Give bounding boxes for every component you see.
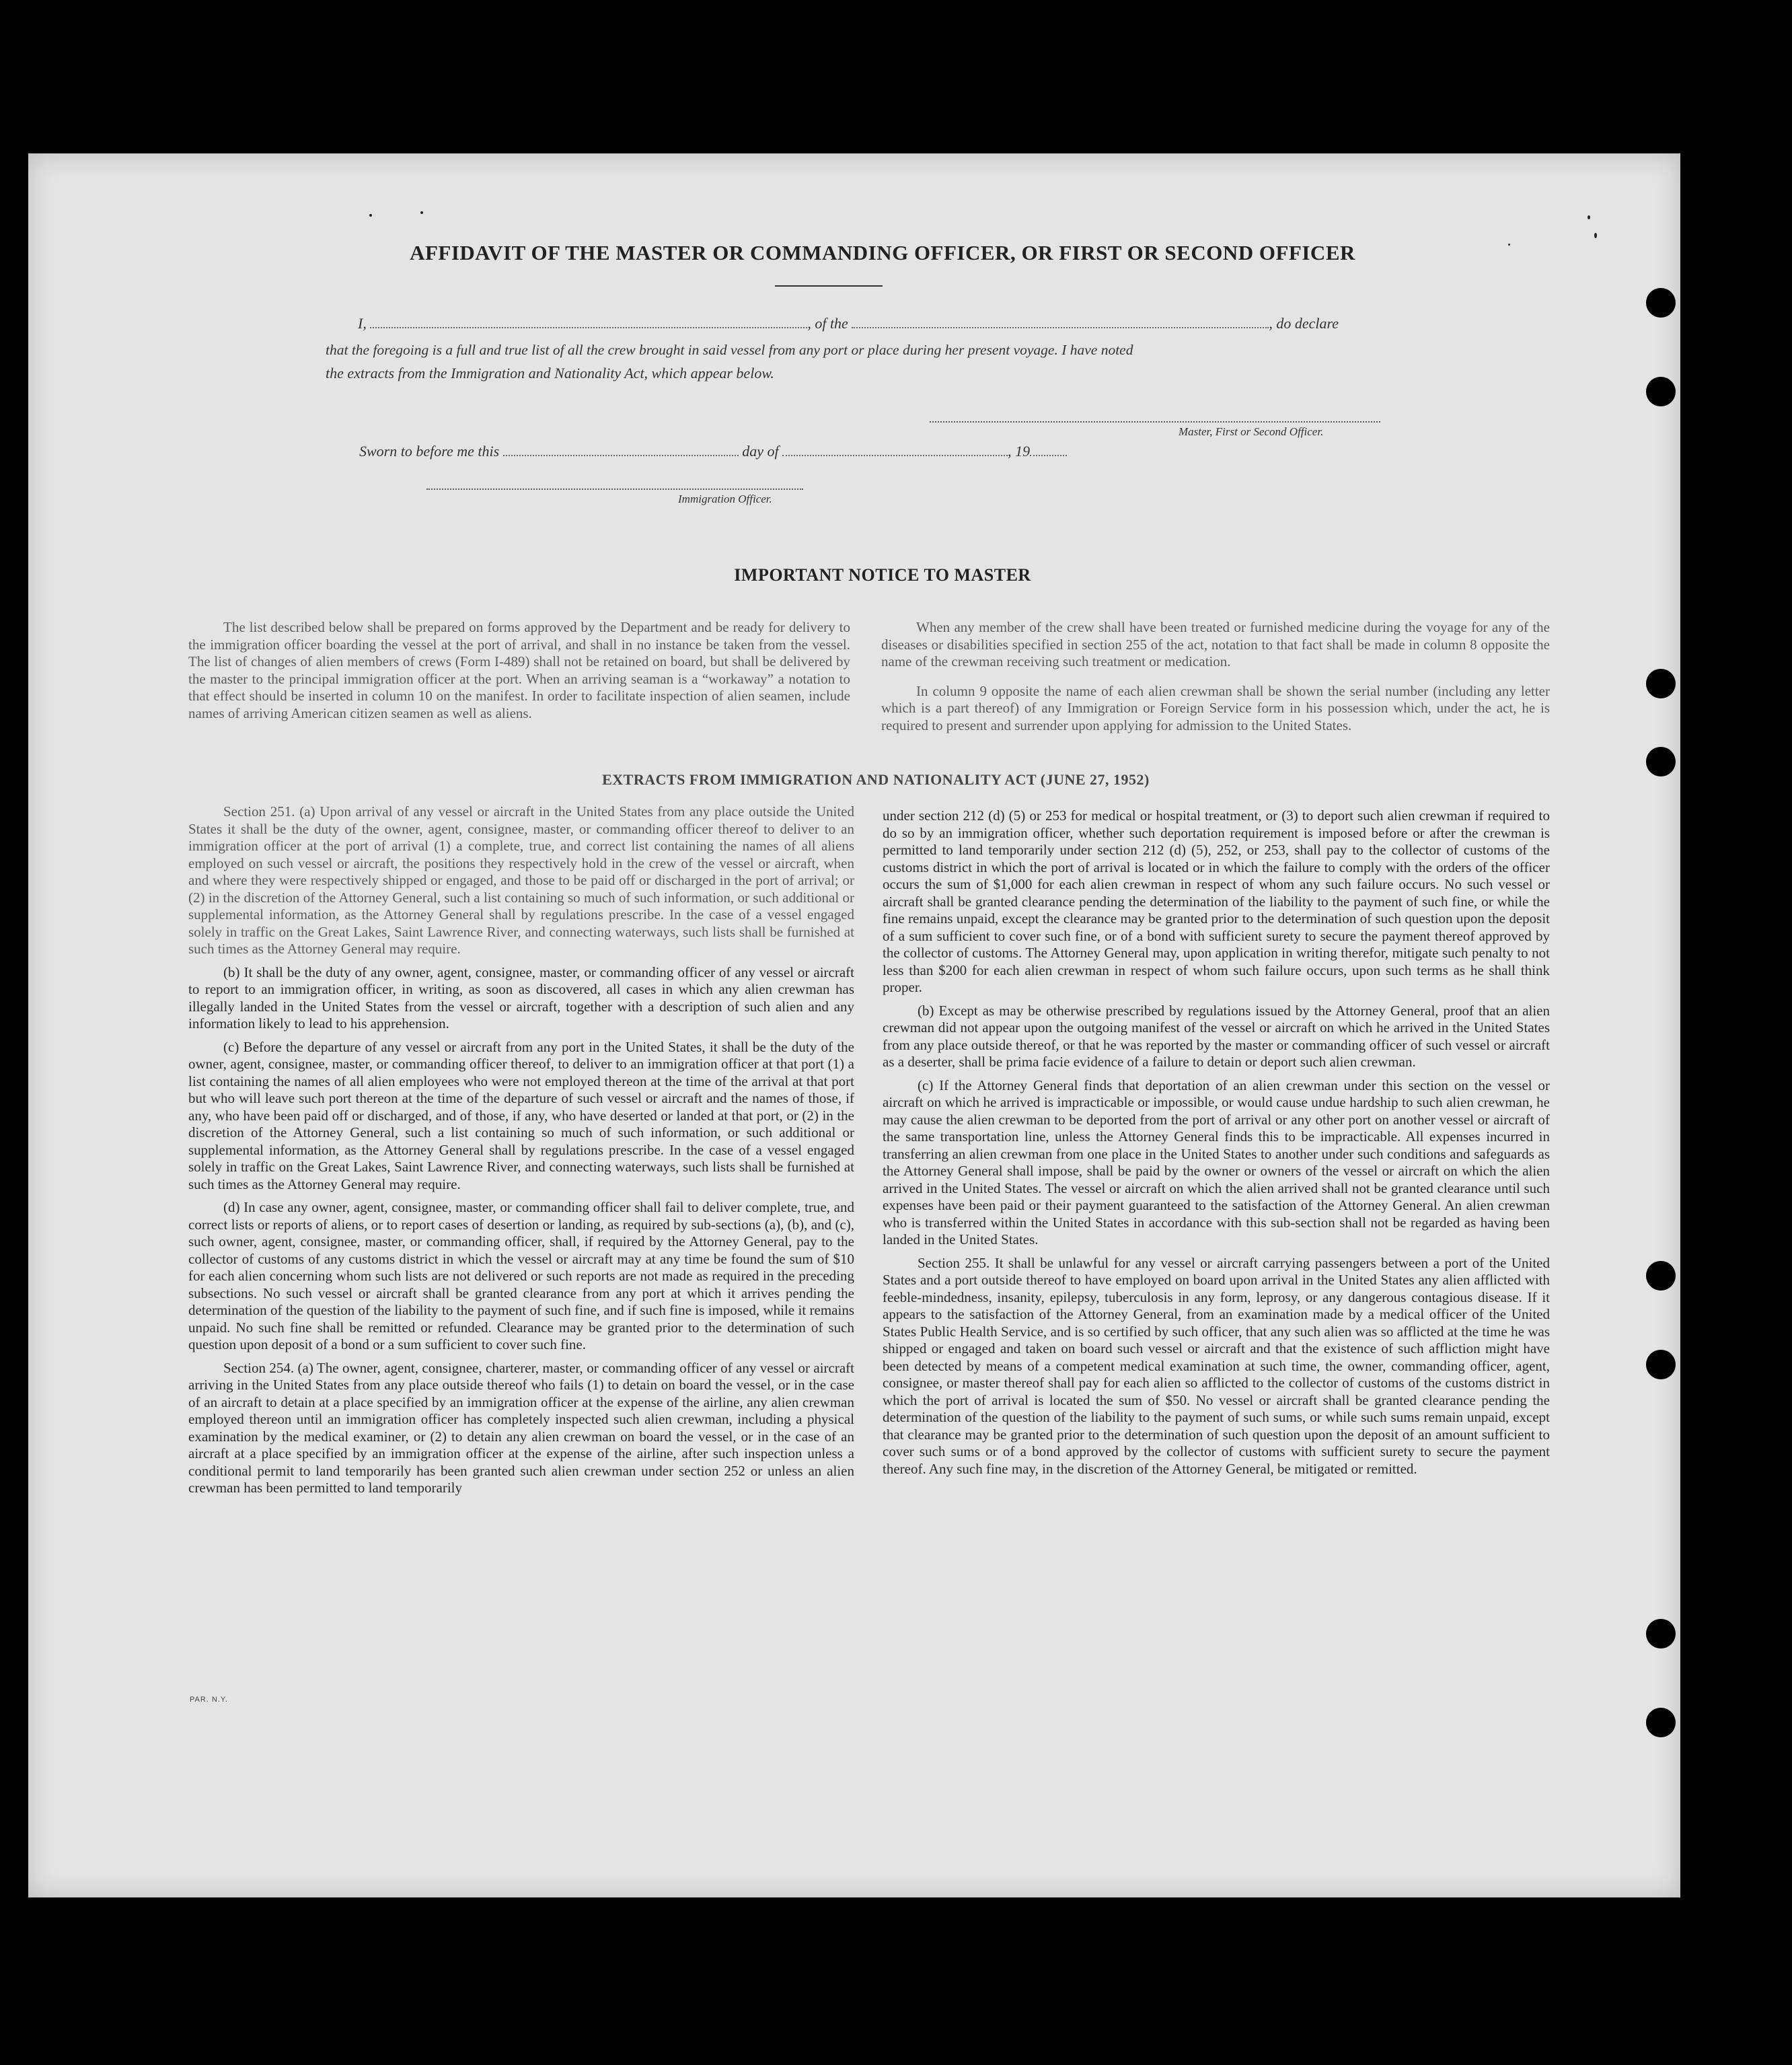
section-255: Section 255. It shall be unlawful for any vessel or aircraft carrying passengers between a port of the United States and a port outside thereof to have employed on board upon arrival in the United States any alien afflicted with feeble-mindedness, insanity, epilepsy, tuberculosis in any form, leprosy, or any dangerous contagious disease. If it appears to the satisfaction of the Attorney General, from an examination made by a medical officer of the United States Public Health Service, and is so certified by such officer, that any such alien was so afflicted at the time he was shipped or engaged and taken on board such vessel or aircraft and that the existence of such affliction might have been detected by means of a competent medical examination at such time, the owner, commanding officer, agent, consignee, or master thereof shall pay for each alien so afflicted to the collector of customs of the customs district in which the port of arrival is located the sum of $50. No vessel or aircraft shall be granted clearance pending the determination of the question of the liability to the payment of such sums, or while such sums remain unpaid, except that clearance may be granted prior to the determination of such question upon the deposit of an amount sufficient to cover such sums or of a bond approved by the collector of customs with sufficient surety to secure the payment thereof. Any such fine may, in the discretion of the Attorney General, be mitigated or remitted. — [883, 1254, 1550, 1477]
do-declare-label: , do declare — [1269, 315, 1339, 332]
title-underline — [775, 285, 883, 287]
notice-title: IMPORTANT NOTICE TO MASTER — [734, 565, 1031, 585]
day-of-label: day of — [742, 443, 779, 460]
scan-speck — [1594, 233, 1597, 238]
statement-line-2: the extracts from the Immigration and Nationality Act, which appear below. — [326, 365, 774, 382]
master-signature-caption: Master, First or Second Officer. — [1179, 425, 1324, 438]
sworn-label: Sworn to before me this — [359, 443, 500, 460]
immigration-officer-caption: Immigration Officer. — [678, 493, 772, 505]
binder-hole — [1646, 288, 1676, 318]
year-label: , 19 — [1008, 443, 1031, 460]
i-label: I, — [358, 315, 367, 332]
immigration-officer-signature-line[interactable] — [426, 488, 803, 490]
master-name-field[interactable] — [370, 326, 807, 328]
affidavit-title: AFFIDAVIT OF THE MASTER OR COMMANDING OFFICER, OR FIRST OR SECOND OFFICER — [410, 241, 1355, 264]
notice-left-column — [188, 619, 850, 722]
notice-right-column — [881, 619, 1550, 734]
notice-right-paragraph-2: In column 9 opposite the name of each alien crewman shall be shown the serial number (including any letter which is a part thereof) of any Immigration or Foreign Service form in his possession which, under the act, he is required to present and surrender upon applying for admission to the United States. — [881, 682, 1550, 733]
printer-mark: PAR. N.Y. — [190, 1696, 228, 1704]
of-the-label: , of the — [807, 315, 848, 332]
statement-line-1: that the foregoing is a full and true list of all the crew brought in said vessel from any port or place during her present voyage. I have noted — [326, 342, 1133, 358]
extracts-left-column — [188, 803, 854, 1497]
binder-hole — [1646, 1708, 1676, 1737]
section-254-c: (c) If the Attorney General finds that deportation of an alien crewman under this section on the vessel or aircraft on which he arrived is impracticable or impossible, or would cause undue hardship to such alien crewman, he may cause the alien crewman to be deported from the port of arrival or any other port on another vessel or aircraft of the same transportation line, unless the Attorney General finds this to be impracticable. All expenses incurred in transferring an alien crewman from one place in the United States to another under such conditions and safeguards as the Attorney General shall impose, shall be paid by the owner or owners of the vessel or aircraft on which the alien arrived in the United States. The vessel or aircraft on which the alien arrived shall not be granted clearance until such expenses have been paid or their payment guaranteed to the satisfaction of the Attorney General. An alien crewman who is transferred within the United States in accordance with this sub-section shall not be regarded as having been landed in the United States. — [883, 1077, 1550, 1247]
section-254-a: Section 254. (a) The owner, agent, consignee, charterer, master, or commanding officer of any vessel or aircraft arriving in the United States from any place outside thereof who fails (1) to detain on board the vessel, or in the case of an aircraft to detain at a place specified by an immigration officer at the expense of the airline, any alien crewman employed thereon until an immigration officer has completely inspected such alien crewman, including a physical examination by the medical examiner, or (2) to detain any alien crewman on board the vessel, or in the case of an aircraft at a place specified by an immigration officer at the expense of the airline, after such inspection unless a conditional permit to land temporarily has been granted such alien crewman under section 252 or unless an alien crewman has been permitted to land temporarily — [188, 1359, 854, 1496]
notice-left-paragraph: The list described below shall be prepared on forms approved by the Department and be ready for delivery to the immigration officer boarding the vessel at the port of arrival, and shall in no instance be taken from the vessel. The list of changes of alien members of crews (Form I-489) shall not be retained on board, but shall be delivered by the master to the principal immigration officer at the port. When an arriving seaman is a “workaway” a notation to that effect should be inserted in column 10 on the manifest. In order to facilitate inspection of alien seamen, include names of arriving American citizen seamen as well as aliens. — [188, 619, 850, 721]
notice-right-paragraph-1: When any member of the crew shall have been treated or furnished medicine during the voyage for any of the diseases or disabilities specified in section 255 of the act, notation to that fact shall be made in column 8 opposite the name of the crewman receiving such treatment or medication. — [881, 619, 1550, 669]
scan-speck — [369, 214, 372, 217]
scan-speck — [1588, 215, 1590, 219]
sworn-month-field[interactable] — [782, 454, 1008, 456]
binder-hole — [1646, 747, 1676, 776]
section-254-a-continued: under section 212 (d) (5) or 253 for medical or hospital treatment, or (3) to deport such alien crewman if required to do so by an immigration officer, whether such deportation requirement is imposed before or after the crewman is permitted to land temporarily under section 212 (d) (5), 252, or 253, shall pay to the collector of customs of the customs district in which the port of arrival is located or in which the failure to comply with the orders of the officer occurs the sum of $1,000 for each alien crewman in respect of whom any such failure occurs. No such vessel or aircraft shall be granted clearance pending the determination of the liability to the payment of such fine, or while the fine remains unpaid, except the clearance may be granted prior to the determination of such question upon the deposit of a sum sufficient to cover such fine, or of a bond with sufficient surety to secure the payment thereof approved by the collector of customs. The Attorney General may, upon application in writing therefor, mitigate such penalty to not less than $200 for each alien crewman in respect of whom such failure occurs, upon such terms as he shall think proper. — [883, 807, 1550, 995]
master-signature-line[interactable] — [930, 421, 1380, 423]
binder-hole — [1646, 669, 1676, 698]
extracts-title: EXTRACTS FROM IMMIGRATION AND NATIONALITY ACT (JUNE 27, 1952) — [602, 771, 1150, 788]
binder-hole — [1646, 1619, 1676, 1649]
declaration-line — [358, 315, 1339, 332]
sworn-year-field[interactable] — [1030, 454, 1067, 456]
section-251-a: Section 251. (a) Upon arrival of any vessel or aircraft in the United States from any place outside the United States it shall be the duty of the owner, agent, consignee, master, or commanding officer thereof to deliver to an immigration officer at the port of arrival (1) a complete, true, and correct list containing the names of all aliens employed on such vessel or aircraft, the positions they respectively hold in the crew of the vessel or aircraft, when and where they were respectively shipped or engaged, and those to be paid off or discharged in the port of arrival; or (2) in the discretion of the Attorney General, such a list containing so much of such information, or such additional or supplemental information, as the Attorney General shall by regulations prescribe. In the case of a vessel engaged solely in traffic on the Great Lakes, Saint Lawrence River, and connecting waterways, such lists shall be furnished at such times as the Attorney General may require. — [188, 803, 854, 957]
extracts-right-column — [883, 807, 1550, 1478]
binder-hole — [1646, 1350, 1676, 1379]
sworn-line — [359, 443, 1067, 460]
scan-speck — [420, 211, 423, 214]
binder-hole — [1646, 377, 1676, 406]
binder-hole — [1646, 1261, 1676, 1291]
document-page — [28, 153, 1680, 1897]
section-251-c: (c) Before the departure of any vessel or aircraft from any port in the United States, it shall be the duty of the owner, agent, consignee, master, or commanding officer thereof, to deliver to an immigration officer at that port (1) a list containing the names of all alien employees who were not employed thereon at the time of the arrival at that port but who will leave such port thereon at the time of the departure of such vessel or aircraft and the names of those, if any, who have been paid off or discharged, and of those, if any, who have deserted or landed at that port, or (2) in the discretion of the Attorney General, such a list containing so much of such information, or such additional or supplemental information, as the Attorney General shall by regulations prescribe. In the case of a vessel engaged solely in traffic on the Great Lakes, Saint Lawrence River, and connecting waterways, such lists shall be furnished at such times as the Attorney General may require. — [188, 1038, 854, 1192]
sworn-day-field[interactable] — [503, 454, 739, 456]
vessel-name-field[interactable] — [852, 326, 1269, 328]
section-251-d: (d) In case any owner, agent, consignee, master, or commanding officer shall fail to deliver complete, true, and correct lists or reports of aliens, or to report cases of desertion or landing, as required by sub-sections (a), (b), and (c), such owner, agent, consignee, master, or commanding officer, shall, if required by the Attorney General, pay to the collector of customs of any customs district in which the vessel or aircraft may at any time be found the sum of $10 for each alien concerning whom such lists are not delivered or such reports are not made as required in the preceding subsections. No such vessel or aircraft shall be granted clearance from any port at which it arrives pending the determination of the question of the liability to the payment of such fine, and if such fine is imposed, while it remains unpaid. No such fine shall be remitted or refunded. Clearance may be granted prior to the determination of such question upon deposit of a bond or a sum sufficient to cover such fine. — [188, 1199, 854, 1352]
section-254-b: (b) Except as may be otherwise prescribed by regulations issued by the Attorney General, proof that an alien crewman did not appear upon the outgoing manifest of the vessel or aircraft on which he arrived in the United States from any place outside thereof, or that he was reported by the master or commanding officer of such vessel or aircraft as a deserter, shall be prima facie evidence of a failure to detain or deport such alien crewman. — [883, 1002, 1550, 1070]
section-251-b: (b) It shall be the duty of any owner, agent, consignee, master, or commanding officer of any vessel or aircraft to report to an immigration officer, in writing, as soon as discovered, all cases in which any alien crewman has illegally landed in the United States from the vessel or aircraft, together with a description of such alien and any information likely to lead to his apprehension. — [188, 964, 854, 1031]
